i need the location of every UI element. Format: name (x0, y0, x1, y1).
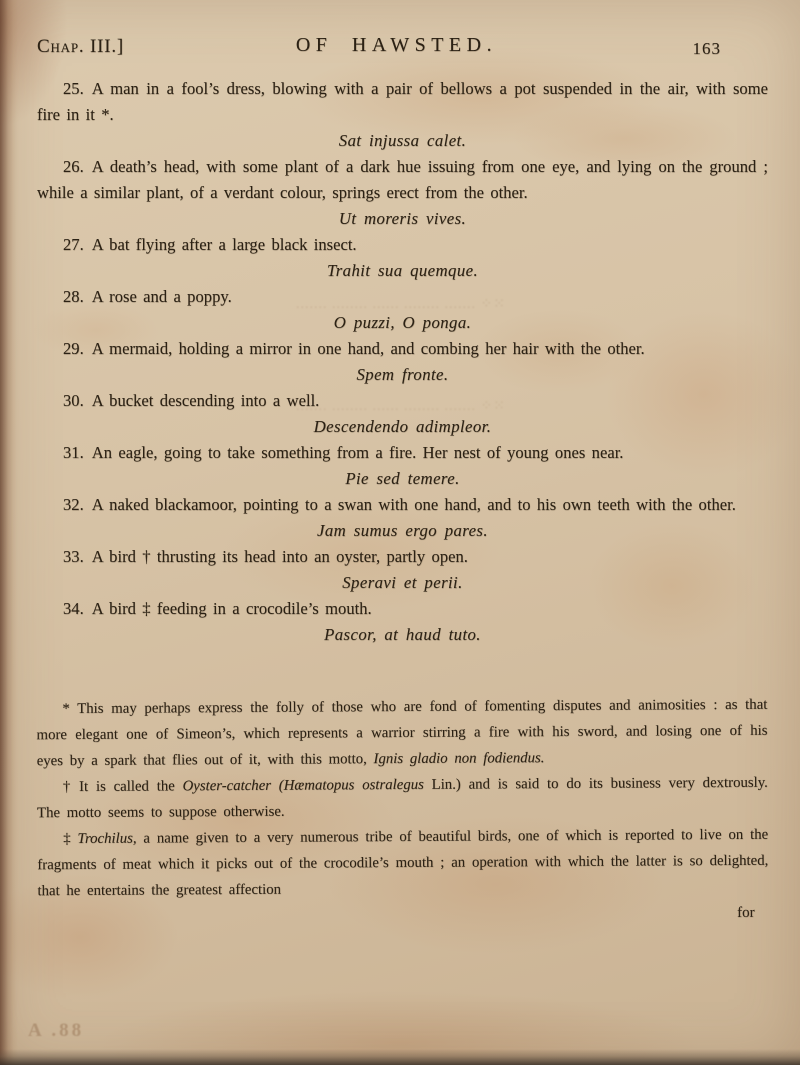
item-number: 29. (63, 339, 84, 358)
item-description: 28. A rose and a poppy. (63, 287, 232, 306)
item-description: 25. A man in a fool’s dress, blowing with a pair of bellows a pot suspended in the air, with some fire in it *. (37, 79, 768, 124)
footnote-text: † It is called the (62, 778, 183, 796)
page-content (37, 34, 768, 928)
page-edge-left (0, 0, 18, 1065)
item-motto: O puzzi, O ponga. (333, 313, 472, 332)
item-description: 29. A mermaid, holding a mirror in one hand, and combing her hair with the other. (63, 339, 645, 358)
footnote-text: Lin.) and is said to do its business very dextrously. The motto seems to suppose otherwise. (36, 774, 768, 822)
footnote-latin-text: Oyster-catcher (Hæmatopus ostralegus (182, 776, 424, 795)
item-motto: Ut moreris vives. (338, 209, 467, 228)
item-number: 33. (63, 547, 84, 566)
catchword: for (737, 904, 755, 921)
item-description: 26. A death’s head, with some plant of a dark hue issuing from one eye, and lying on the ground ; while a similar plant, of a verdant colour, springs erect from the other. (37, 157, 768, 202)
footnotes (36, 692, 768, 930)
item-description: 30. A bucket descending into a well. (63, 391, 320, 410)
item-number: 28. (63, 287, 84, 306)
item-number: 34. (63, 599, 84, 618)
item-number: 27. (63, 235, 84, 254)
item-motto: Spem fronte. (356, 365, 449, 384)
item-motto: Sat injussa calet. (338, 131, 467, 150)
item-motto: Jam sumus ergo pares. (317, 521, 488, 540)
item-number: 25. (63, 79, 84, 98)
footnote-text: * This may perhaps express the folly of those who are fond of fomenting disputes and animosities : as that more elegant one of Simeon’s, which represents a warrior stirring a fire with his sword, and losing one of his eyes by a spark that flies out of it, with this motto, (36, 696, 768, 770)
item-number: 32. (63, 495, 84, 514)
emblem-list (37, 76, 768, 648)
footnote (37, 770, 768, 826)
item-description: 32. A naked blackamoor, pointing to a swan with one hand, and to his own teeth with the other. (63, 495, 736, 514)
footnote-paragraphs (36, 692, 768, 904)
bleedthrough-ghost-text: ⁙⁘ ....... ........ ...... ........ ....... (295, 297, 505, 312)
bleedthrough-ghost-text: ⁙⁘ ....... ........ ...... ........ ....... (295, 399, 505, 414)
item-number: 31. (63, 443, 84, 462)
footnote (37, 822, 768, 904)
item-number: 30. (63, 391, 84, 410)
footnote (36, 692, 767, 774)
item-motto: Pascor, at haud tuto. (324, 625, 481, 644)
item-description: 31. An eagle, going to take something from a fire. Her nest of young ones near. (63, 443, 624, 462)
item-motto: Trahit sua quemque. (326, 261, 479, 280)
page-title: OF HAWSTED. (295, 34, 498, 56)
item-description: 34. A bird ‡ feeding in a crocodile’s mouth. (63, 599, 372, 618)
item-description: 27. A bat flying after a large black insect. (63, 235, 357, 254)
item-motto: Pie sed temere. (345, 469, 460, 488)
running-head (37, 34, 768, 64)
footnote-latin-text: Ignis gladio non fodiendus. (373, 750, 545, 768)
item-description: 33. A bird † thrusting its head into an oyster, partly open. (63, 547, 468, 566)
footnote-text: ‡ (63, 830, 78, 848)
item-number: 26. (63, 157, 84, 176)
chapter-label: Chap. III.] (37, 36, 125, 57)
bleedthrough-mark: A .88 (28, 1020, 85, 1041)
item-motto: Descendendo adimpleor. (313, 417, 492, 436)
item-motto: Speravi et perii. (342, 573, 463, 592)
footnote-latin-text: Trochilus, (77, 830, 137, 847)
page-edge-bottom (0, 1049, 800, 1065)
footnote-text: a name given to a very numerous tribe of beautiful birds, one of which is reported to live on the fragments of meat which it picks out of the crocodile’s mouth ; an operation with which the latter is so delighted, that he entertains the greatest affection (37, 826, 769, 900)
page-number: 163 (692, 39, 721, 58)
